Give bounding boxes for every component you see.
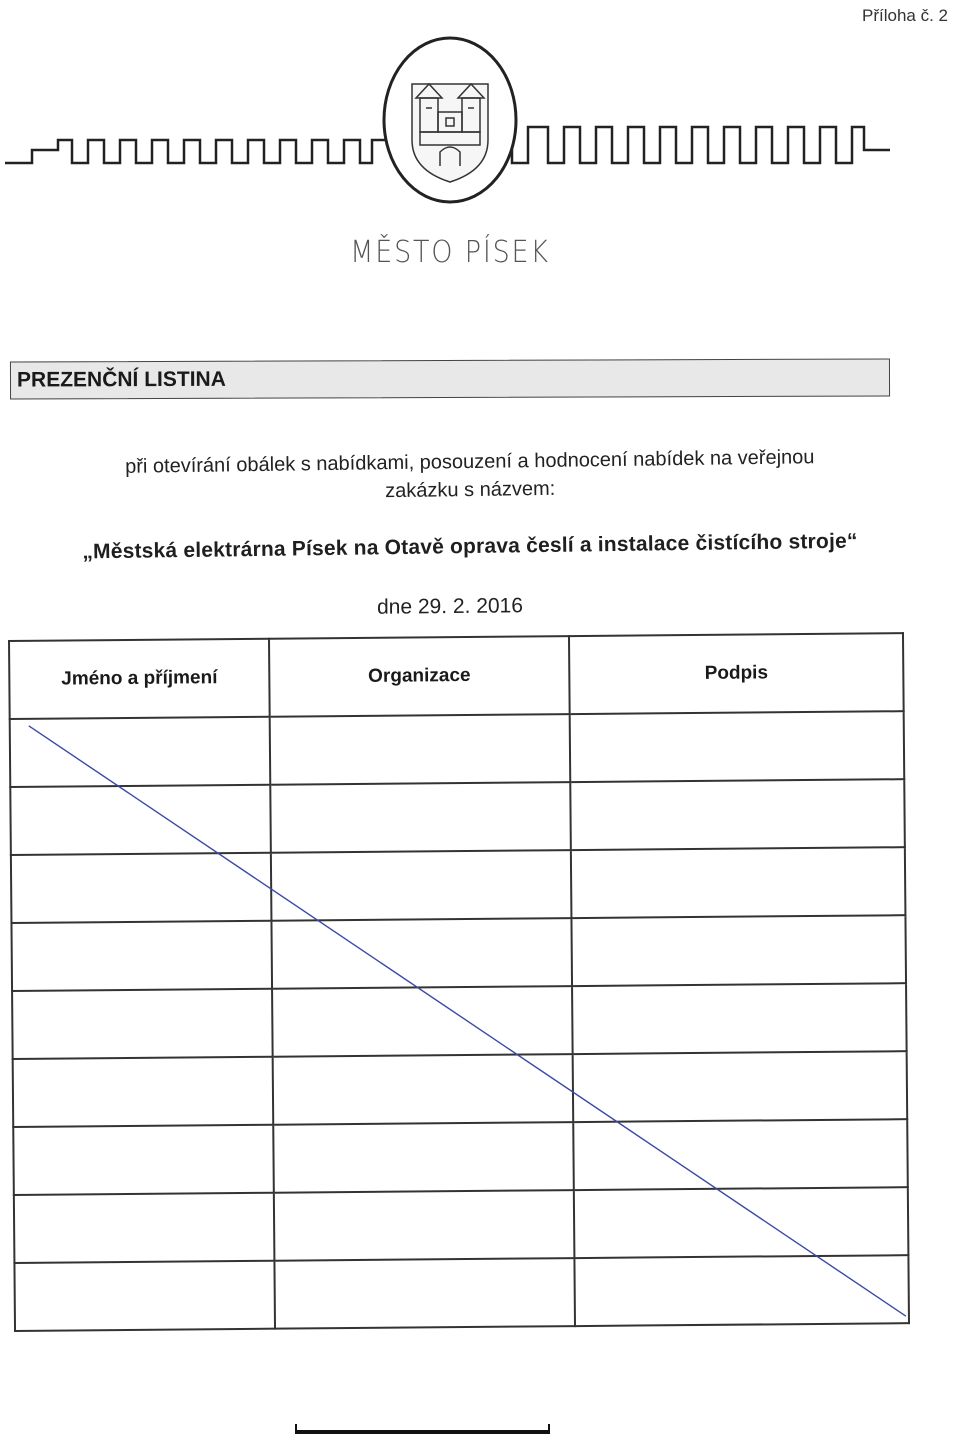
column-header-signature: Podpis [569,633,904,714]
table-row [13,1119,908,1195]
table-row [14,1255,909,1331]
signature-cell[interactable] [574,1187,909,1258]
name-cell[interactable] [10,785,271,855]
organization-cell[interactable] [273,1054,574,1125]
name-cell[interactable] [10,717,271,787]
attendance-sheet [8,632,908,1330]
table-row [14,1187,909,1263]
intro-line-1: při otevírání obálek s nabídkami, posouzení a hodnocení nabídek na veřejnou [124,446,815,478]
name-cell[interactable] [13,1057,274,1127]
column-header-name: Jméno a příjmení [9,639,270,719]
organization-cell[interactable] [271,850,572,921]
table-row [10,711,905,787]
name-cell[interactable] [14,1193,275,1263]
city-wall-emblem [0,0,960,220]
document-title: PREZENČNÍ LISTINA [16,367,226,392]
organization-cell[interactable] [273,1122,574,1193]
table-header-row [9,633,904,719]
battlement-right [512,127,890,163]
footer-signature-line [295,1430,550,1434]
intro-line-2: zakázku s názvem: [385,477,556,503]
signature-cell[interactable] [573,1051,908,1122]
city-name: MĚSTO PÍSEK [350,235,550,270]
intro-text [40,442,901,510]
organization-cell[interactable] [271,918,572,989]
name-cell[interactable] [11,853,272,923]
table-row [10,779,905,855]
battlement-left [5,140,388,163]
meeting-date: dne 29. 2. 2016 [376,594,524,619]
contract-name: „Městská elektrárna Písek na Otavě oprava česlí a instalace čistícího stroje“ [82,529,858,564]
name-cell[interactable] [12,989,273,1059]
document-title-box [10,358,890,399]
table-row [12,983,907,1059]
footer-tick-left [295,1424,297,1434]
signature-cell[interactable] [573,1119,908,1190]
organization-cell[interactable] [272,986,573,1057]
table-row [11,847,906,923]
signature-cell[interactable] [574,1255,909,1326]
table-row [11,915,906,991]
coat-of-arms-icon [412,84,488,182]
table-body [10,711,909,1331]
organization-cell[interactable] [274,1190,575,1261]
name-cell[interactable] [13,1125,274,1195]
organization-cell[interactable] [270,714,571,785]
organization-cell[interactable] [274,1258,575,1329]
signature-cell[interactable] [572,983,907,1054]
signature-cell[interactable] [571,915,906,986]
signature-cell[interactable] [570,779,905,850]
name-cell[interactable] [11,921,272,991]
attendance-table [8,632,910,1332]
signature-cell[interactable] [571,847,906,918]
table-row [13,1051,908,1127]
name-cell[interactable] [14,1261,275,1331]
column-header-organization: Organizace [269,636,570,717]
annex-label: Příloha č. 2 [862,6,948,25]
footer-tick-right [548,1424,550,1434]
organization-cell[interactable] [270,782,571,853]
signature-cell[interactable] [570,711,905,782]
